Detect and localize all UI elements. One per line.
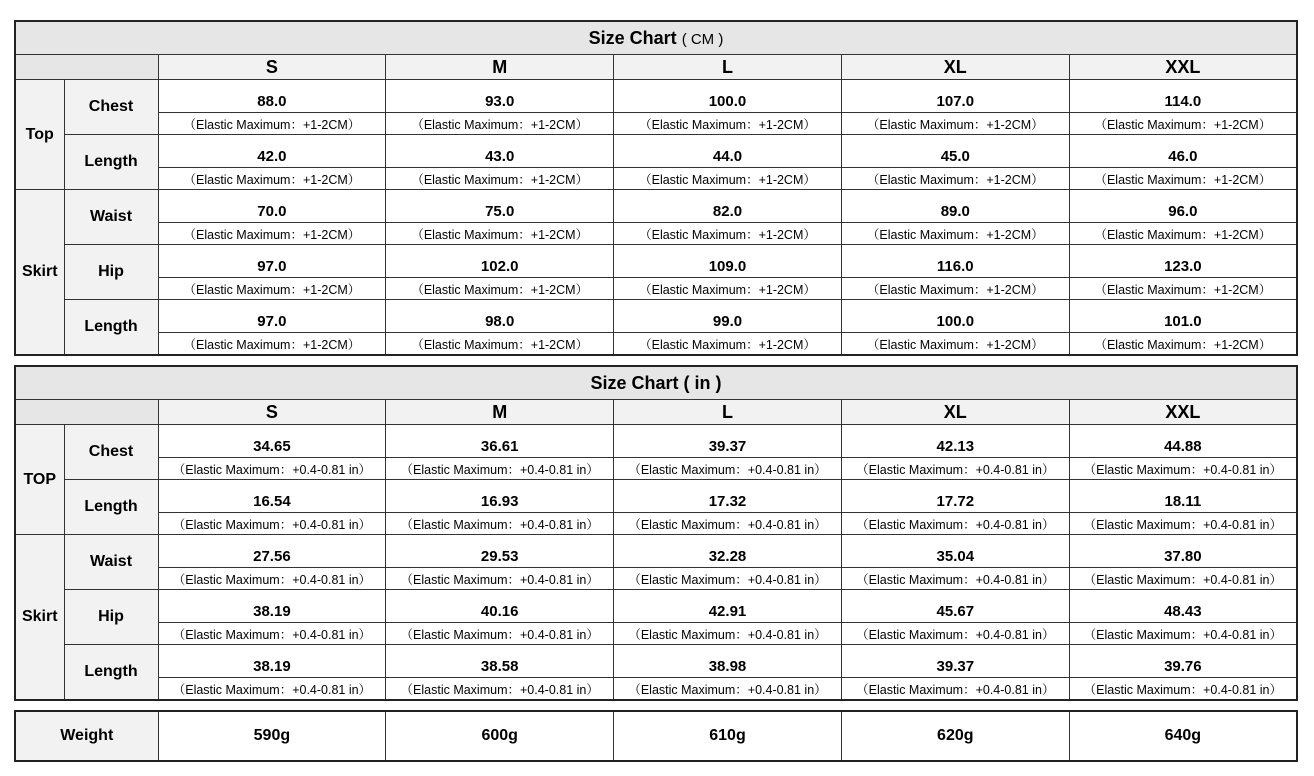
elastic-note: （Elastic Maximum：+0.4-0.81 in） [841, 678, 1069, 701]
size-header: M [386, 400, 614, 425]
measure-value: 44.0 [614, 135, 842, 168]
measure-value: 100.0 [614, 80, 842, 113]
elastic-note: （Elastic Maximum：+0.4-0.81 in） [614, 678, 842, 701]
measure-label: Chest [64, 80, 158, 135]
size-header: L [614, 400, 842, 425]
measure-value: 97.0 [158, 300, 386, 333]
measure-value: 38.58 [386, 645, 614, 678]
measure-value: 36.61 [386, 425, 614, 458]
measure-value: 16.93 [386, 480, 614, 513]
weight-value: 610g [614, 711, 842, 761]
elastic-note: （Elastic Maximum：+0.4-0.81 in） [841, 513, 1069, 535]
elastic-note: （Elastic Maximum：+0.4-0.81 in） [158, 458, 386, 480]
measure-value: 116.0 [841, 245, 1069, 278]
measure-value: 39.76 [1069, 645, 1297, 678]
measure-value-row [15, 190, 1297, 223]
measure-value: 99.0 [614, 300, 842, 333]
measure-value: 18.11 [1069, 480, 1297, 513]
elastic-note: （Elastic Maximum：+0.4-0.81 in） [841, 568, 1069, 590]
elastic-note-row [15, 333, 1297, 356]
measure-value: 42.0 [158, 135, 386, 168]
elastic-note: （Elastic Maximum：+1-2CM） [386, 113, 614, 135]
measure-value: 102.0 [386, 245, 614, 278]
group-label: Skirt [15, 535, 64, 701]
measure-value: 39.37 [841, 645, 1069, 678]
size-header: L [614, 55, 842, 80]
measure-value: 100.0 [841, 300, 1069, 333]
elastic-note: （Elastic Maximum：+0.4-0.81 in） [386, 568, 614, 590]
elastic-note: （Elastic Maximum：+1-2CM） [386, 223, 614, 245]
measure-value: 16.54 [158, 480, 386, 513]
measure-value: 97.0 [158, 245, 386, 278]
measure-value: 48.43 [1069, 590, 1297, 623]
elastic-note-row [15, 113, 1297, 135]
size-chart-in-table [14, 365, 1298, 701]
elastic-note: （Elastic Maximum：+1-2CM） [1069, 168, 1297, 190]
elastic-note-row [15, 223, 1297, 245]
elastic-note: （Elastic Maximum：+1-2CM） [158, 278, 386, 300]
measure-value: 70.0 [158, 190, 386, 223]
measure-value-row [15, 300, 1297, 333]
elastic-note: （Elastic Maximum：+1-2CM） [614, 223, 842, 245]
measure-value: 29.53 [386, 535, 614, 568]
measure-value: 88.0 [158, 80, 386, 113]
measure-value: 96.0 [1069, 190, 1297, 223]
measure-label: Length [64, 645, 158, 701]
group-label: Skirt [15, 190, 64, 356]
measure-value: 42.13 [841, 425, 1069, 458]
elastic-note: （Elastic Maximum：+1-2CM） [158, 168, 386, 190]
elastic-note: （Elastic Maximum：+1-2CM） [614, 113, 842, 135]
elastic-note: （Elastic Maximum：+1-2CM） [1069, 333, 1297, 356]
elastic-note-row [15, 678, 1297, 701]
measure-value: 32.28 [614, 535, 842, 568]
weight-value: 640g [1069, 711, 1297, 761]
measure-value: 82.0 [614, 190, 842, 223]
chart-unit: ( CM ) [681, 30, 724, 48]
group-label: Top [15, 80, 64, 190]
elastic-note-row [15, 278, 1297, 300]
elastic-note: （Elastic Maximum：+1-2CM） [1069, 113, 1297, 135]
elastic-note: （Elastic Maximum：+0.4-0.81 in） [614, 623, 842, 645]
elastic-note: （Elastic Maximum：+1-2CM） [158, 113, 386, 135]
elastic-note: （Elastic Maximum：+0.4-0.81 in） [158, 623, 386, 645]
measure-value: 39.37 [614, 425, 842, 458]
elastic-note: （Elastic Maximum：+1-2CM） [158, 223, 386, 245]
measure-label: Hip [64, 590, 158, 645]
elastic-note: （Elastic Maximum：+0.4-0.81 in） [1069, 623, 1297, 645]
measure-value: 107.0 [841, 80, 1069, 113]
elastic-note: （Elastic Maximum：+0.4-0.81 in） [614, 513, 842, 535]
measure-label: Length [64, 480, 158, 535]
elastic-note: （Elastic Maximum：+0.4-0.81 in） [1069, 458, 1297, 480]
elastic-note: （Elastic Maximum：+1-2CM） [386, 333, 614, 356]
elastic-note: （Elastic Maximum：+0.4-0.81 in） [158, 678, 386, 701]
measure-value: 38.98 [614, 645, 842, 678]
elastic-note: （Elastic Maximum：+1-2CM） [1069, 223, 1297, 245]
measure-value: 37.80 [1069, 535, 1297, 568]
size-header-row [15, 55, 1297, 80]
weight-row [15, 711, 1297, 761]
measure-value: 17.32 [614, 480, 842, 513]
chart-title [15, 366, 1297, 400]
measure-value: 40.16 [386, 590, 614, 623]
measure-value: 46.0 [1069, 135, 1297, 168]
elastic-note: （Elastic Maximum：+1-2CM） [614, 278, 842, 300]
elastic-note: （Elastic Maximum：+0.4-0.81 in） [1069, 513, 1297, 535]
elastic-note: （Elastic Maximum：+1-2CM） [1069, 278, 1297, 300]
size-header: XL [841, 400, 1069, 425]
elastic-note: （Elastic Maximum：+0.4-0.81 in） [1069, 678, 1297, 701]
elastic-note: （Elastic Maximum：+0.4-0.81 in） [158, 568, 386, 590]
group-label: TOP [15, 425, 64, 535]
elastic-note: （Elastic Maximum：+1-2CM） [841, 223, 1069, 245]
measure-value: 43.0 [386, 135, 614, 168]
elastic-note: （Elastic Maximum：+1-2CM） [841, 278, 1069, 300]
elastic-note: （Elastic Maximum：+0.4-0.81 in） [1069, 568, 1297, 590]
size-header: S [158, 400, 386, 425]
elastic-note: （Elastic Maximum：+0.4-0.81 in） [841, 458, 1069, 480]
size-header: XXL [1069, 400, 1297, 425]
measure-label: Chest [64, 425, 158, 480]
measure-value: 45.0 [841, 135, 1069, 168]
weight-value: 620g [841, 711, 1069, 761]
elastic-note: （Elastic Maximum：+1-2CM） [841, 333, 1069, 356]
elastic-note-row [15, 458, 1297, 480]
size-header: XXL [1069, 55, 1297, 80]
measure-value: 34.65 [158, 425, 386, 458]
measure-value: 27.56 [158, 535, 386, 568]
weight-value: 590g [158, 711, 386, 761]
measure-value-row [15, 425, 1297, 458]
header-corner [15, 55, 158, 80]
measure-value: 93.0 [386, 80, 614, 113]
measure-label: Length [64, 300, 158, 356]
measure-label: Hip [64, 245, 158, 300]
measure-value: 45.67 [841, 590, 1069, 623]
elastic-note-row [15, 168, 1297, 190]
measure-value-row [15, 590, 1297, 623]
measure-value: 38.19 [158, 645, 386, 678]
elastic-note: （Elastic Maximum：+1-2CM） [158, 333, 386, 356]
chart-title-row [15, 366, 1297, 400]
measure-value: 101.0 [1069, 300, 1297, 333]
weight-value: 600g [386, 711, 614, 761]
elastic-note: （Elastic Maximum：+1-2CM） [614, 333, 842, 356]
elastic-note: （Elastic Maximum：+0.4-0.81 in） [386, 623, 614, 645]
weight-label: Weight [15, 711, 158, 761]
measure-value: 44.88 [1069, 425, 1297, 458]
elastic-note: （Elastic Maximum：+0.4-0.81 in） [386, 678, 614, 701]
measure-value: 42.91 [614, 590, 842, 623]
elastic-note: （Elastic Maximum：+0.4-0.81 in） [386, 513, 614, 535]
elastic-note: （Elastic Maximum：+1-2CM） [841, 113, 1069, 135]
size-header: S [158, 55, 386, 80]
measure-value-row [15, 245, 1297, 278]
elastic-note: （Elastic Maximum：+1-2CM） [386, 278, 614, 300]
elastic-note: （Elastic Maximum：+0.4-0.81 in） [614, 568, 842, 590]
chart-unit: ( in ) [683, 372, 722, 393]
measure-value: 123.0 [1069, 245, 1297, 278]
size-chart-cm-table [14, 20, 1298, 356]
measure-label: Waist [64, 190, 158, 245]
size-header: XL [841, 55, 1069, 80]
header-corner [15, 400, 158, 425]
measure-value: 114.0 [1069, 80, 1297, 113]
measure-value: 38.19 [158, 590, 386, 623]
elastic-note: （Elastic Maximum：+0.4-0.81 in） [386, 458, 614, 480]
measure-value-row [15, 80, 1297, 113]
measure-value: 109.0 [614, 245, 842, 278]
elastic-note: （Elastic Maximum：+1-2CM） [841, 168, 1069, 190]
chart-title-row [15, 21, 1297, 55]
elastic-note-row [15, 513, 1297, 535]
measure-value: 35.04 [841, 535, 1069, 568]
elastic-note: （Elastic Maximum：+0.4-0.81 in） [614, 458, 842, 480]
elastic-note: （Elastic Maximum：+1-2CM） [386, 168, 614, 190]
measure-value: 75.0 [386, 190, 614, 223]
measure-label: Waist [64, 535, 158, 590]
measure-value: 17.72 [841, 480, 1069, 513]
size-header-row [15, 400, 1297, 425]
elastic-note: （Elastic Maximum：+0.4-0.81 in） [158, 513, 386, 535]
measure-value-row [15, 535, 1297, 568]
elastic-note: （Elastic Maximum：+0.4-0.81 in） [841, 623, 1069, 645]
chart-title-text: Size Chart [590, 372, 679, 393]
measure-label: Length [64, 135, 158, 190]
measure-value-row [15, 480, 1297, 513]
measure-value: 98.0 [386, 300, 614, 333]
size-header: M [386, 55, 614, 80]
elastic-note-row [15, 568, 1297, 590]
measure-value-row [15, 135, 1297, 168]
measure-value-row [15, 645, 1297, 678]
elastic-note-row [15, 623, 1297, 645]
measure-value: 89.0 [841, 190, 1069, 223]
elastic-note: （Elastic Maximum：+1-2CM） [614, 168, 842, 190]
chart-title [15, 21, 1297, 55]
chart-title-text: Size Chart [588, 27, 677, 48]
weight-table [14, 710, 1298, 762]
